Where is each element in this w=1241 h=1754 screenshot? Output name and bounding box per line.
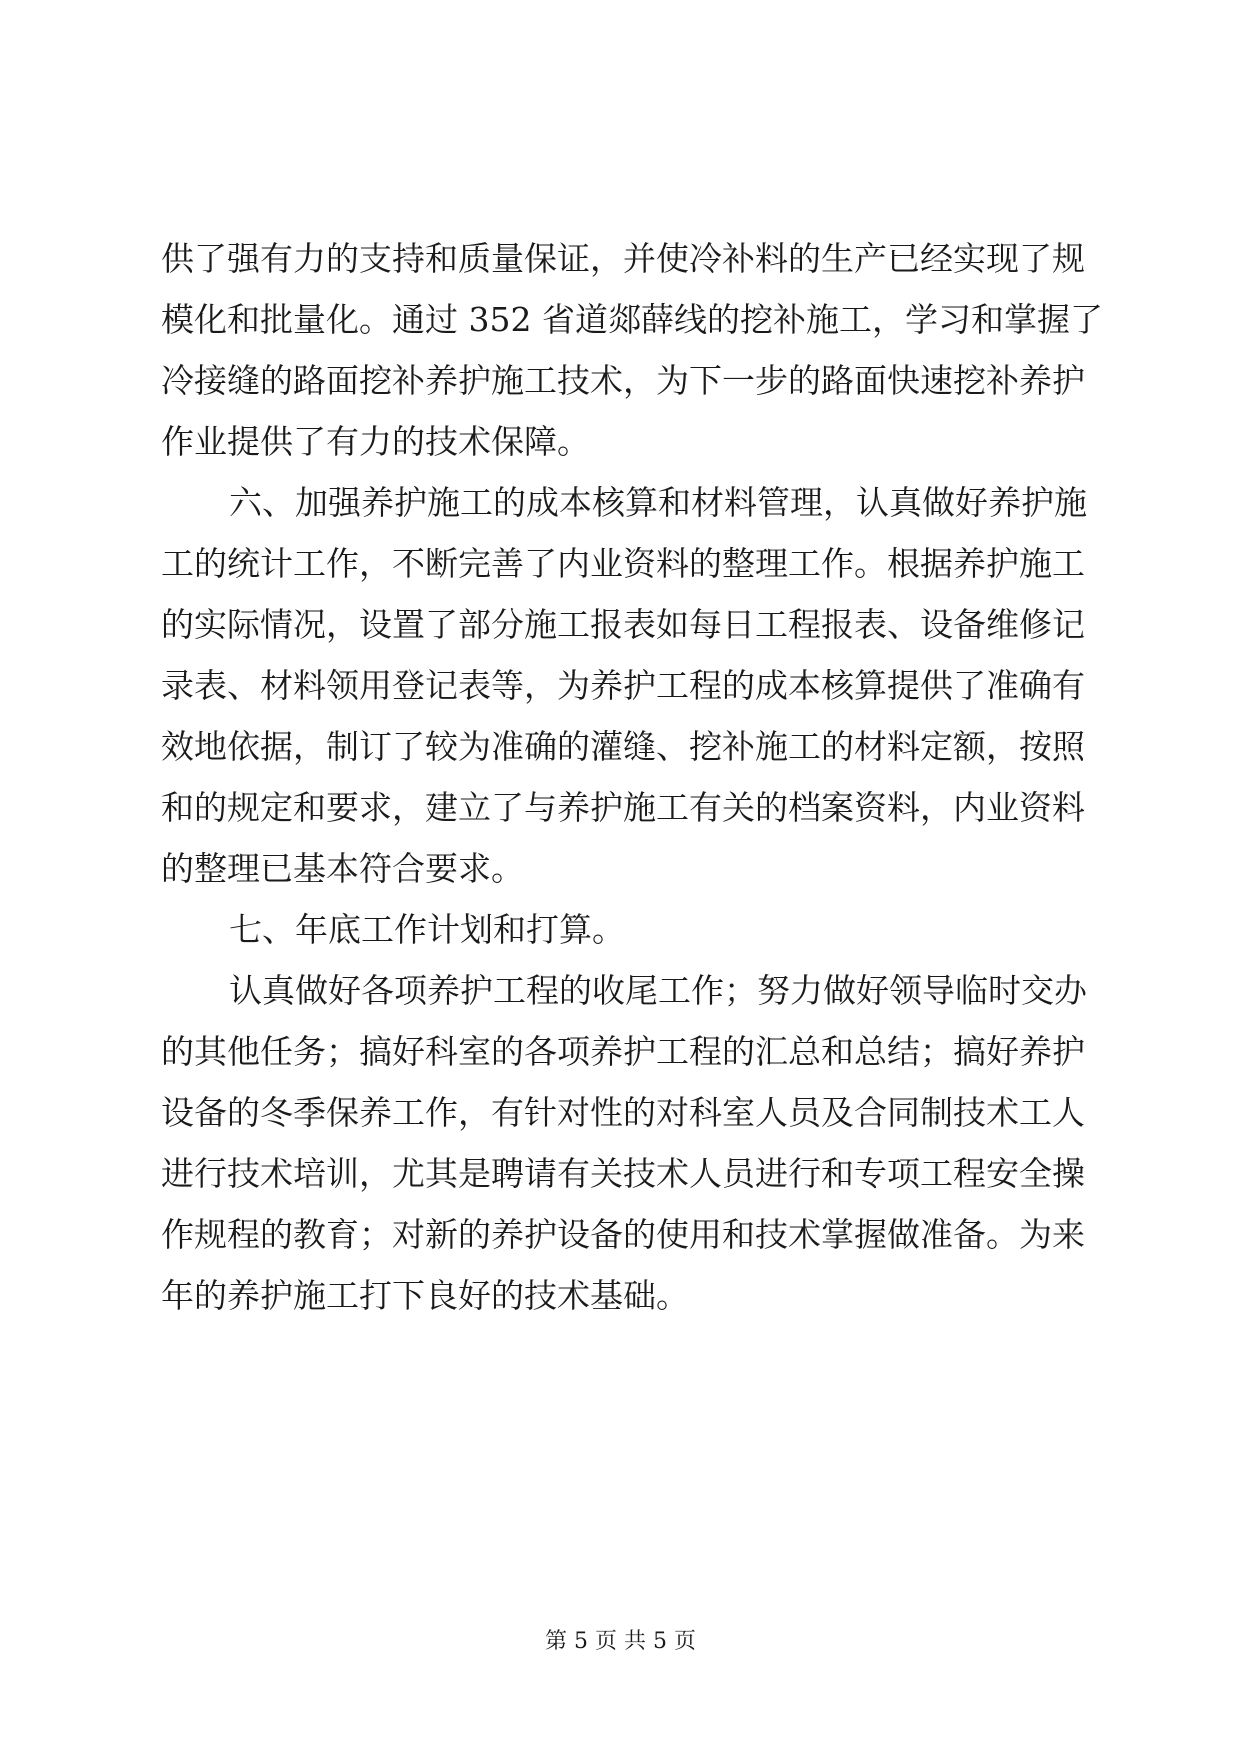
- text-line: 模化和批量化。通过 352 省道郯薛线的挖补施工，学习和掌握了: [161, 300, 1103, 339]
- text-line: 作规程的教育；对新的养护设备的使用和技术掌握做准备。为来: [161, 1215, 1085, 1254]
- text-line: 进行技术培训，尤其是聘请有关技术人员进行和专项工程安全操: [161, 1154, 1085, 1193]
- text-line: 和的规定和要求，建立了与养护施工有关的档案资料，内业资料: [161, 788, 1085, 827]
- text-line: 的实际情况，设置了部分施工报表如每日工程报表、设备维修记: [161, 605, 1085, 644]
- text-line: 工的统计工作，不断完善了内业资料的整理工作。根据养护施工: [161, 544, 1085, 583]
- text-line: 供了强有力的支持和质量保证，并使冷补料的生产已经实现了规: [161, 239, 1085, 278]
- text-line: 年的养护施工打下良好的技术基础。: [161, 1276, 689, 1315]
- paragraph-4: [161, 960, 1087, 1326]
- text-line: 录表、材料领用登记表等，为养护工程的成本核算提供了准确有: [161, 666, 1085, 705]
- section-heading: 七、年底工作计划和打算。: [229, 910, 625, 949]
- text-line: 的整理已基本符合要求。: [161, 849, 524, 888]
- text-line: 设备的冬季保养工作，有针对性的对科室人员及合同制技术工人: [161, 1093, 1085, 1132]
- text-line: 冷接缝的路面挖补养护施工技术，为下一步的路面快速挖补养护: [161, 361, 1085, 400]
- paragraph-3: [161, 899, 1081, 960]
- text-line: 作业提供了有力的技术保障。: [161, 422, 590, 461]
- text-line: 认真做好各项养护工程的收尾工作；努力做好领导临时交办: [229, 971, 1087, 1010]
- page-number: 第 5 页 共 5 页: [545, 1629, 696, 1654]
- paragraph-2: [161, 472, 1087, 899]
- text-line: 六、加强养护施工的成本核算和材料管理，认真做好养护施: [229, 483, 1087, 522]
- text-line: 的其他任务；搞好科室的各项养护工程的汇总和总结；搞好养护: [161, 1032, 1085, 1071]
- document-body: [161, 228, 1103, 1326]
- paragraph-1: [161, 228, 1103, 472]
- text-line: 效地依据，制订了较为准确的灌缝、挖补施工的材料定额，按照: [161, 727, 1085, 766]
